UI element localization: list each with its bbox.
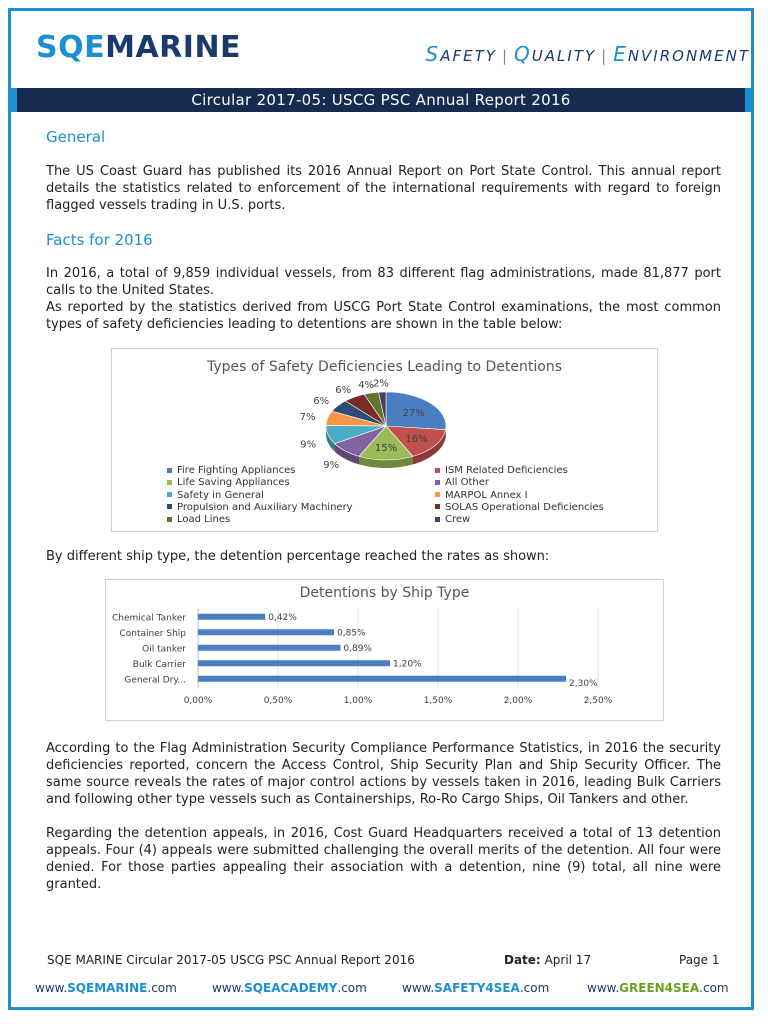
bar — [198, 614, 265, 620]
legend-swatch — [167, 504, 172, 509]
bar-chart-box — [105, 579, 664, 721]
logo-marine-text: MARINE — [105, 30, 242, 65]
bar-data-label: 0,89% — [343, 643, 372, 654]
x-tick-label: 2,50% — [583, 696, 613, 706]
footer-date-value: April 17 — [544, 953, 592, 967]
pie-data-label: 27% — [402, 407, 425, 419]
legend-label: Fire Fighting Appliances — [177, 465, 296, 476]
y-category-label: Bulk Carrier — [132, 659, 186, 670]
legend-label: ISM Related Deficiencies — [445, 465, 568, 476]
bar-data-label: 1,20% — [393, 659, 422, 670]
legend-item — [435, 502, 604, 513]
general-heading: General — [46, 128, 106, 146]
bar-chart-title: Detentions by Ship Type — [299, 585, 470, 601]
facts-paragraph-1: In 2016, a total of 9,859 individual vessels, from 83 different flag administrations, made 81,877 port calls to the United States. — [46, 266, 721, 298]
link-name: SQEACADEMY — [244, 981, 338, 995]
y-category-label: Oil tanker — [142, 644, 186, 655]
tag-quality: UALITY — [531, 47, 597, 65]
legend-item — [167, 490, 264, 501]
legend-item — [167, 502, 353, 513]
legend-swatch — [435, 517, 440, 522]
x-tick-label: 2,00% — [503, 696, 533, 706]
link-suffix: .com — [147, 981, 177, 995]
tag-q: Q — [514, 42, 532, 66]
x-tick-label: 0,00% — [183, 696, 213, 706]
legend-swatch — [167, 492, 172, 497]
sqemarine-logo — [36, 30, 241, 65]
ship-type-intro: By different ship type, the detention percentage reached the rates as shown: — [46, 549, 550, 564]
pie-data-label: 6% — [313, 396, 330, 408]
link-suffix: .com — [699, 981, 729, 995]
link-name: SQEMARINE — [67, 981, 148, 995]
legend-item — [435, 514, 470, 525]
circular-title: Circular 2017-05: USCG PSC Annual Report 2016 — [11, 88, 751, 112]
tag-e: E — [613, 42, 628, 66]
legend-item — [435, 465, 568, 476]
link-sqeacademy[interactable] — [212, 981, 367, 995]
legend-swatch — [435, 480, 440, 485]
x-tick-label: 0,50% — [263, 696, 293, 706]
bar-chart — [106, 580, 663, 720]
tag-environment: NVIRONMENT — [627, 47, 750, 65]
link-prefix: www. — [212, 981, 245, 995]
legend-swatch — [435, 468, 440, 473]
bar-data-label: 0,85% — [337, 628, 366, 639]
x-tick-label: 1,00% — [343, 696, 373, 706]
legend-label: All Other — [445, 477, 489, 489]
link-prefix: www. — [35, 981, 68, 995]
y-category-label: Chemical Tanker — [112, 613, 186, 624]
legend-swatch — [167, 480, 172, 485]
legend-label: Load Lines — [177, 514, 231, 526]
link-suffix: .com — [519, 981, 550, 995]
legend-item — [435, 490, 528, 501]
tag-separator: | — [501, 47, 510, 65]
legend-swatch — [435, 504, 440, 509]
legend-item — [167, 477, 290, 488]
pie-legend — [167, 465, 647, 529]
bar — [198, 645, 340, 651]
link-name: GREEN4SEA — [619, 981, 700, 995]
pie-chart-title: Types of Safety Deficiencies Leading to Detentions — [206, 359, 563, 375]
pie-data-label: 7% — [299, 411, 316, 423]
legend-label: Propulsion and Auxiliary Machinery — [177, 501, 353, 513]
legend-label: SOLAS Operational Deficiencies — [445, 501, 604, 513]
tagline — [426, 42, 750, 66]
appeals-paragraph: Regarding the detention appeals, in 2016, Cost Guard Headquarters received a total of 13 detention appeals. Four (4) appeals were submitted challenging the overall merits of the detention. All four were denied. For those parties appealing their association with a detention, nine (9) total, all nine were granted. — [46, 826, 721, 892]
logo-sqe-text: SQE — [36, 30, 106, 65]
pie-data-label: 6% — [335, 385, 352, 397]
pie-data-label: 4% — [358, 379, 375, 391]
footer-doc-ref: SQE MARINE Circular 2017-05 USCG PSC Annual Report 2016 — [47, 953, 415, 967]
legend-swatch — [167, 468, 172, 473]
link-prefix: www. — [402, 981, 435, 995]
pie-chart-box — [111, 348, 658, 532]
legend-swatch — [167, 517, 172, 522]
bar-data-label: 2,30% — [569, 678, 598, 689]
footer-page: Page 1 — [679, 953, 720, 967]
link-name: SAFETY4SEA — [434, 981, 520, 995]
tag-safety: AFETY — [440, 47, 497, 65]
security-paragraph: According to the Flag Administration Security Compliance Performance Statistics, in 2016 the security deficiencies reported, concern the Access Control, Ship Security Plan and Ship Security Officer. The same source reveals the rates of major control actions by vessels taken in 2016, leading Bulk Carriers and following other type vessels such as Containerships, Ro-Ro Cargo Ships, Oil Tankers and other. — [46, 741, 721, 807]
legend-item — [435, 477, 489, 488]
pie-data-label: 9% — [323, 459, 340, 471]
legend-item — [167, 514, 230, 525]
bar — [198, 676, 566, 682]
pie-data-label: 16% — [405, 434, 428, 446]
pie-data-label: 9% — [300, 439, 317, 451]
tag-s: S — [425, 42, 441, 66]
link-safety4sea[interactable] — [402, 981, 549, 995]
link-prefix: www. — [587, 981, 620, 995]
legend-label: Crew — [445, 514, 471, 526]
legend-item — [167, 465, 296, 476]
link-green4sea[interactable] — [587, 981, 729, 995]
legend-swatch — [435, 492, 440, 497]
facts-heading: Facts for 2016 — [46, 231, 153, 249]
footer-date-label: Date: — [504, 953, 541, 967]
pie-data-label: 15% — [374, 443, 398, 455]
general-paragraph: The US Coast Guard has published its 2016 Annual Report on Port State Control. This annual report details the statistics related to enforcement of the international requirements with regard to foreign flagged vessels trading in U.S. ports. — [46, 164, 721, 213]
bar — [198, 660, 390, 666]
link-suffix: .com — [337, 981, 367, 995]
y-category-label: General Dry... — [124, 675, 186, 686]
footer-date — [504, 953, 591, 967]
legend-label: Safety in General — [177, 489, 264, 501]
y-category-label: Container Ship — [119, 628, 186, 639]
facts-paragraph-2: As reported by the statistics derived from USCG Port State Control examinations, the most common types of safety deficiencies leading to detentions are shown in the table below: — [46, 300, 721, 332]
legend-label: MARPOL Annex I — [445, 489, 528, 501]
bar-data-label: 0,42% — [268, 612, 297, 623]
bar — [198, 629, 334, 635]
pie-data-label: 2% — [373, 378, 389, 390]
tag-separator: | — [601, 47, 609, 65]
link-sqemarine[interactable] — [35, 981, 177, 995]
legend-label: Life Saving Appliances — [177, 477, 290, 489]
x-tick-label: 1,50% — [423, 696, 453, 706]
